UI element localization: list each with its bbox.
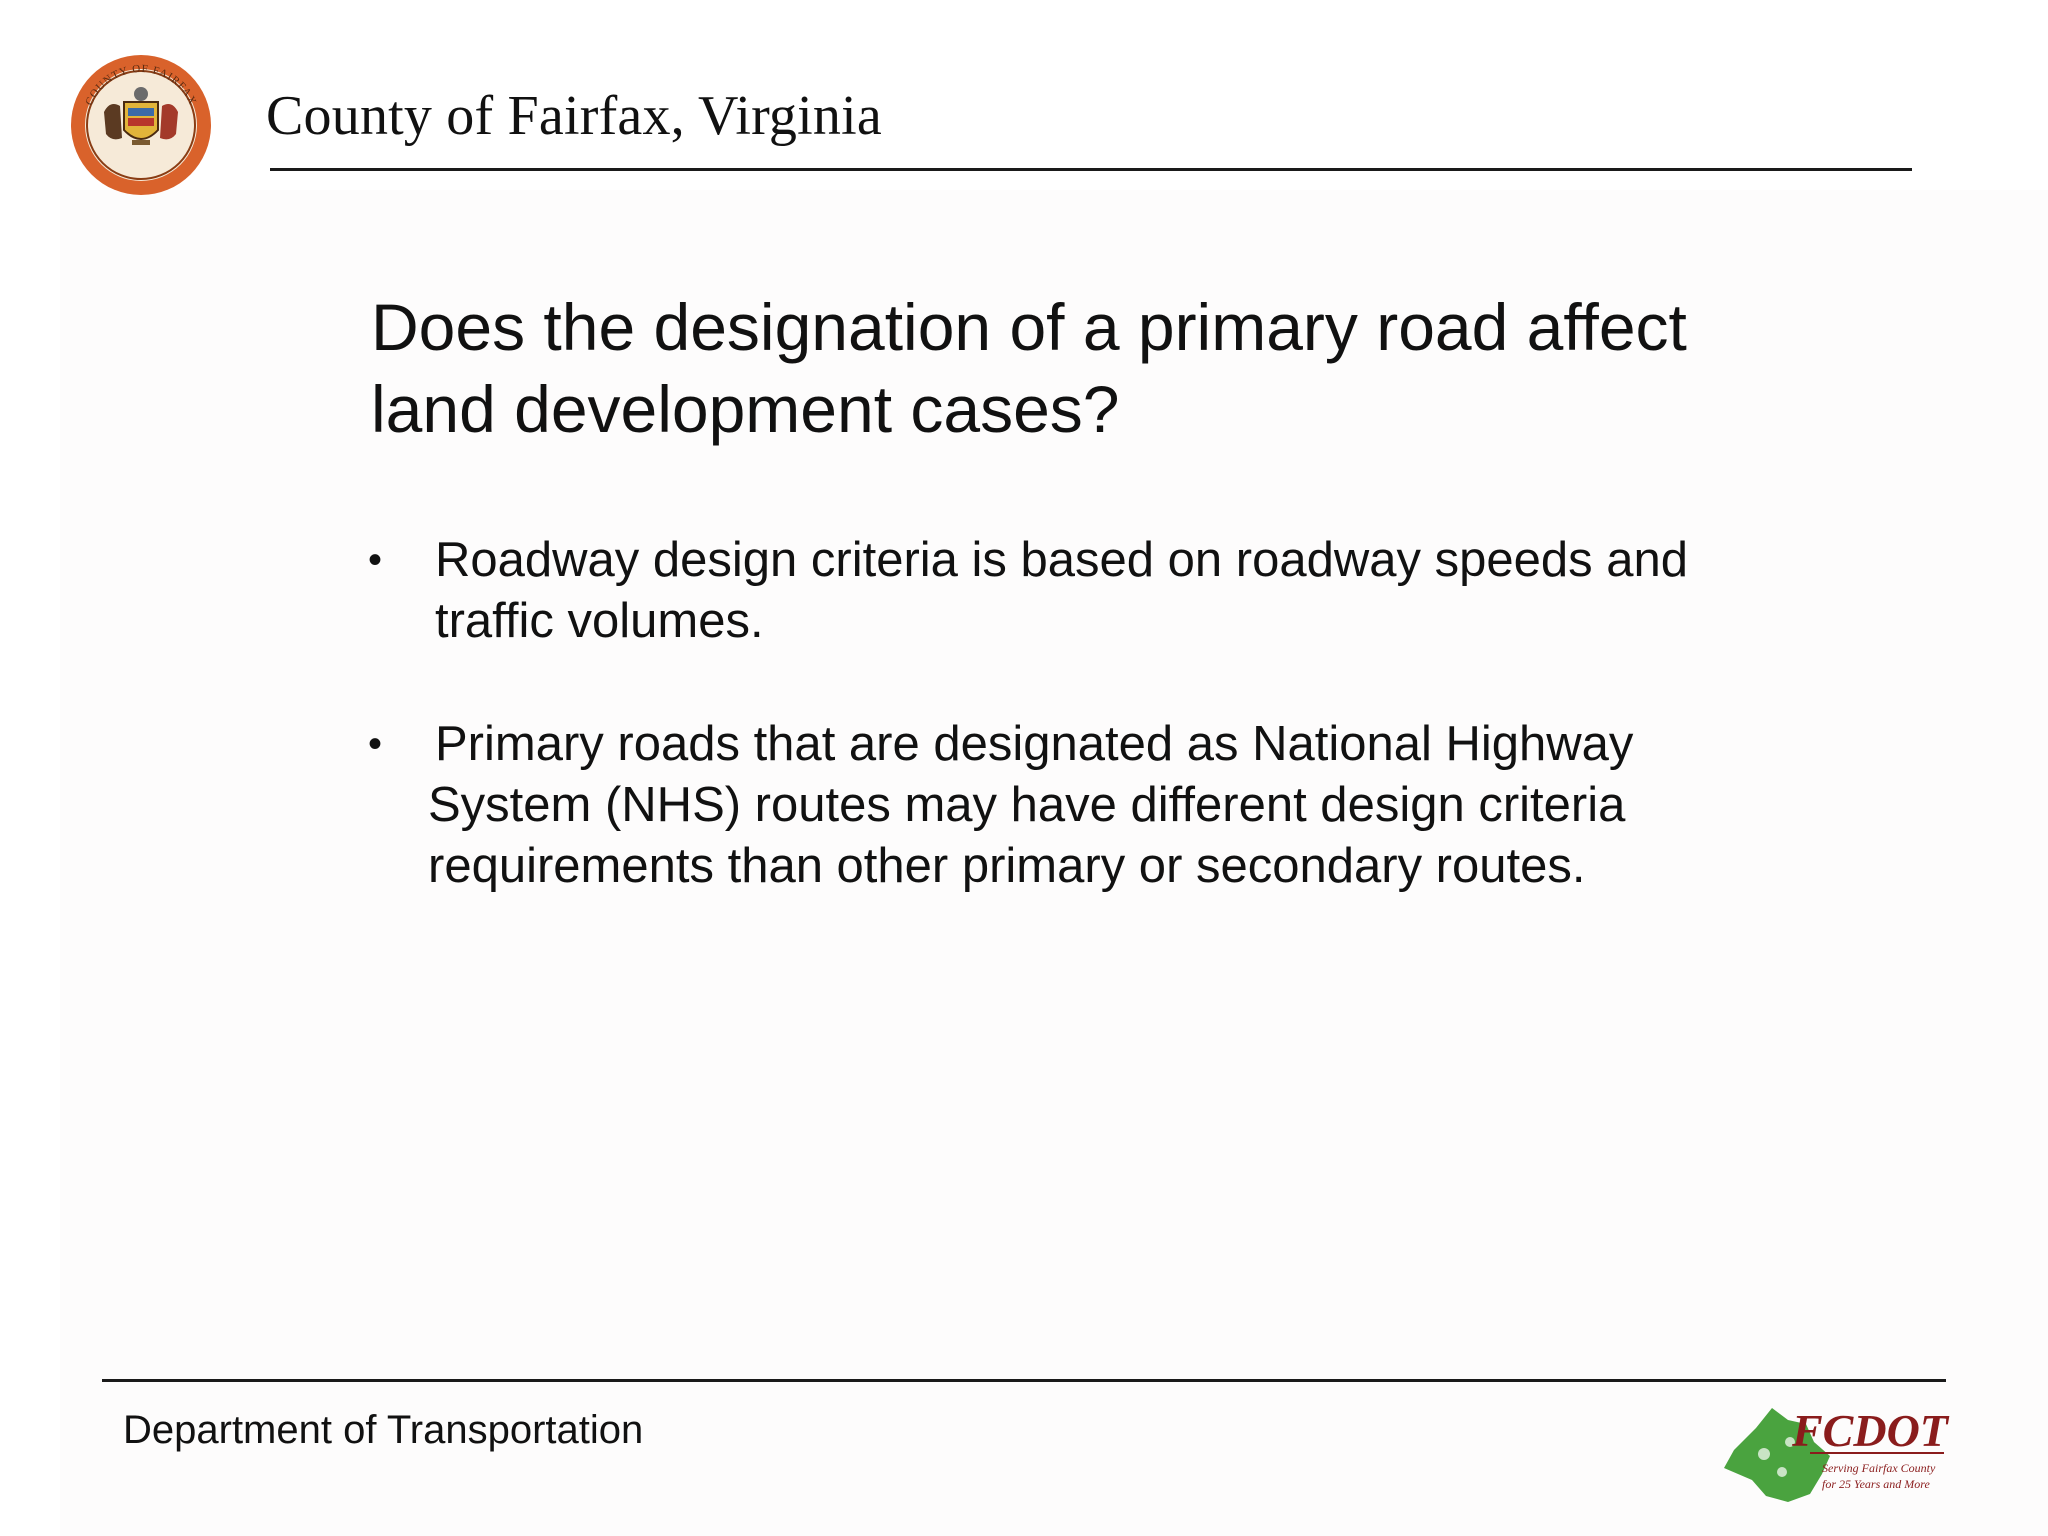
slide-title-line: Does the designation of a primary road affect: [371, 290, 1687, 364]
bullet-text-line: traffic volumes.: [435, 594, 764, 648]
svg-text:Serving Fairfax County: Serving Fairfax County: [1822, 1461, 1936, 1475]
header-divider: [270, 168, 1912, 171]
bullet-icon: •: [368, 538, 383, 582]
slide-title: [371, 286, 1871, 450]
bullet-text-line: requirements than other primary or secondary routes.: [428, 839, 1586, 893]
fcdot-logo-icon: [1718, 1398, 1950, 1506]
svg-text:FCDOT: FCDOT: [1792, 1405, 1948, 1456]
footer-department: Department of Transportation: [123, 1408, 644, 1452]
slide-title-line: land development cases?: [371, 372, 1120, 446]
svg-text:COUNTY OF FAIRFAX: COUNTY OF FAIRFAX: [83, 62, 199, 108]
county-seal-icon: [68, 52, 214, 198]
bullet-text-line: Primary roads that are designated as National Highway: [435, 717, 1634, 771]
svg-text:for 25 Years and More: for 25 Years and More: [1822, 1477, 1930, 1491]
footer-divider: [102, 1379, 1946, 1382]
header-title: County of Fairfax, Virginia: [266, 85, 882, 147]
bullet-text-line: System (NHS) routes may have different design criteria: [428, 778, 1626, 832]
bullet-icon: •: [368, 722, 383, 766]
bullet-text-line: Roadway design criteria is based on roadway speeds and: [435, 533, 1688, 587]
